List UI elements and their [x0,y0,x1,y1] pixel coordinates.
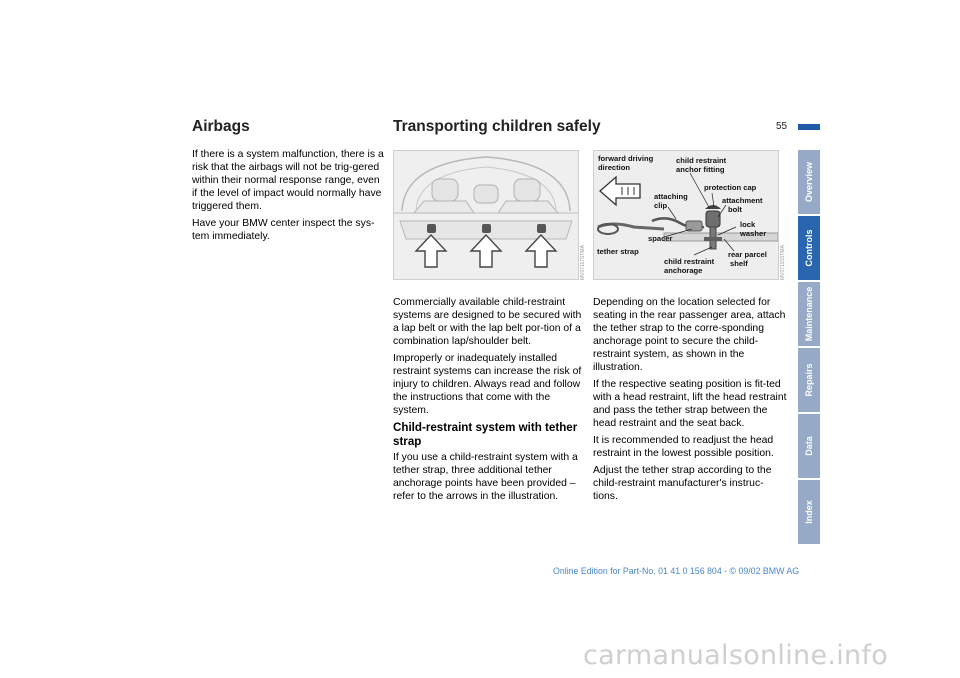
tab-index[interactable] [798,480,820,544]
anchorage-drawing [594,151,778,279]
right-paragraph-3: It is recommended to readjust the head restraint in the lowest possible position. [593,435,774,459]
right-paragraph-4: Adjust the tether strap according to the child-restraint manufacturer's instruc-tions. [593,465,772,502]
interior-illustration [393,150,579,280]
right-text [593,296,787,507]
watermark-text: carmanualsonline.info [583,640,889,671]
tab-repairs[interactable] [798,348,820,412]
label-anchorage-2: anchorage [664,266,703,275]
label-tether-strap: tether strap [597,247,639,256]
label-anchor-fitting-2: anchor fitting [676,165,725,174]
label-anchorage-1: child restraint [664,257,715,266]
label-spacer: spacer [648,234,673,243]
label-lock-2: washer [740,229,767,238]
center-text [393,296,583,507]
tether-strap-subheading: Child-restraint system with tether strap [393,421,578,448]
label-bolt-1: attachment [722,196,763,205]
page-number: 55 [776,121,788,132]
airbags-heading: Airbags [192,118,250,135]
right-paragraph-2: If the respective seating position is fit-ted with a head restraint, lift the head restraint and pass the tether strap between the head restraint and the seat back. [593,379,787,429]
tab-maintenance[interactable] [798,282,820,346]
tab-data[interactable] [798,414,820,478]
tab-overview-label: Overview [804,161,814,203]
tab-data-label: Data [804,436,814,456]
label-forward-2: direction [598,163,631,172]
figure1-code: MV07117STMA [580,245,586,280]
center-paragraph-2: Improperly or inadequately installed restraint systems can increase the risk of injury to children. Always read and follow the instructions that come with the system. [393,353,582,416]
label-forward-1: forward driving [598,154,654,163]
label-bolt-2: bolt [728,205,742,214]
tab-controls-label: Controls [804,229,814,267]
airbags-paragraph-1: If there is a system malfunction, there is a risk that the airbags will not be trig-gered within their normal response range, even if the level of impact would normally have triggered them. [192,149,384,212]
label-clip-1: attaching [654,192,688,201]
label-anchor-fitting-1: child restraint [676,156,727,165]
label-lock-1: lock [740,220,756,229]
tab-maintenance-label: Maintenance [804,286,814,342]
label-clip-2: clip [654,201,668,210]
center-paragraph-3: If you use a child-restraint system with a tether strap, three additional tether anchorage points have been provided – refer to the arrows in the illustration. [393,452,578,502]
interior-drawing [394,151,578,279]
figure2-code: MV07115STMA [780,245,786,280]
transporting-children-heading: Transporting children safely [393,118,601,135]
tab-index-label: Index [804,500,814,524]
label-shelf-2: shelf [730,259,748,268]
anchorage-illustration [593,150,779,280]
right-paragraph-1: Depending on the location selected for seating in the rear passenger area, attach the tether strap to the corre-sponding anchorage point to secure the child-restraint system, as shown in the illustration. [593,297,786,373]
label-protection-cap: protection cap [704,183,757,192]
tab-overview[interactable] [798,150,820,214]
center-paragraph-1: Commercially available child-restraint systems are designed to be secured with a lap belt or with the lap belt por-tion of a combination lap/shoulder belt. [393,297,582,347]
footer-edition: Online Edition for Part-No. 01 41 0 156 804 - © 09/02 BMW AG [553,566,800,576]
tab-controls[interactable] [798,216,820,280]
airbags-paragraph-2: Have your BMW center inspect the sys-tem immediately. [192,218,375,242]
page-number-bar [798,124,820,130]
tab-repairs-label: Repairs [804,363,814,397]
label-shelf-1: rear parcel [728,250,767,259]
airbags-text [192,148,384,247]
